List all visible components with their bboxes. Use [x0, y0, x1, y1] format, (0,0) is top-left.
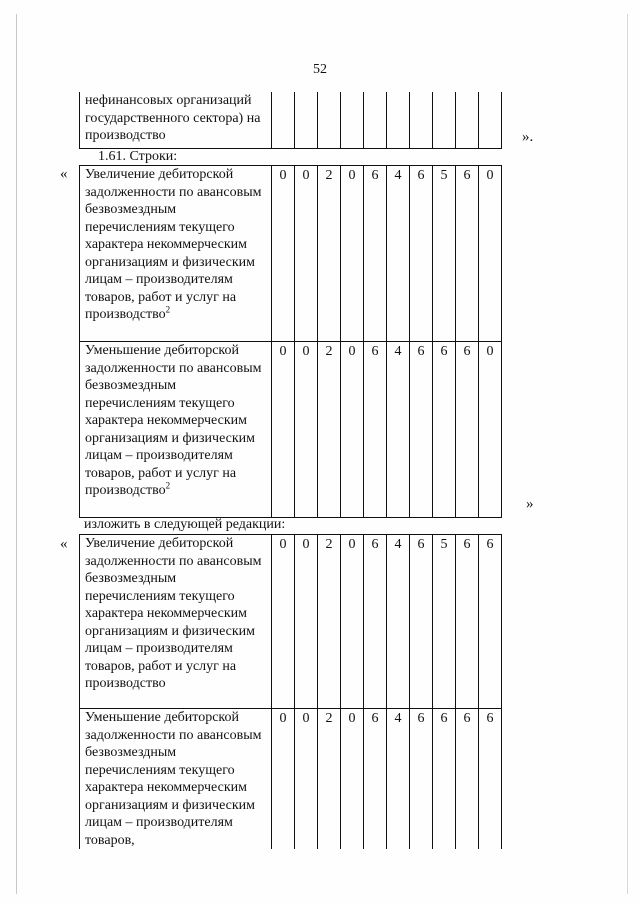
closing-quote: »: [526, 496, 534, 512]
code-cell: [387, 92, 410, 148]
code-cell: [272, 92, 295, 148]
closing-quote-period: ».: [522, 129, 534, 145]
code-cell: [364, 92, 387, 148]
code-cell: 0: [341, 342, 364, 518]
code-cell: [456, 92, 479, 148]
code-cell: 6: [456, 709, 479, 850]
code-cell: 4: [387, 342, 410, 518]
code-cell: [433, 92, 456, 148]
code-cell: 5: [433, 166, 456, 342]
code-cell: 0: [341, 166, 364, 342]
code-cell: 0: [341, 709, 364, 850]
code-cell: 6: [479, 535, 502, 709]
row-name: Увеличение дебиторской задолженности по авансовым безвозмездным перечислениям текущего характера некоммерческим организациям и физическим лицам – производителям товаров, работ и услуг на производство: [80, 535, 272, 709]
code-cell: [295, 92, 318, 148]
table-row: [80, 166, 502, 342]
code-cell: [479, 92, 502, 148]
opening-quote: «: [60, 536, 68, 552]
row-name: Увеличение дебиторской задолженности по авансовым безвозмездным перечислениям текущего характера некоммерческим организациям и физическим лицам – производителям товаров, работ и услуг на производство$^2$: [80, 166, 272, 342]
row-name: Уменьшение дебиторской задолженности по авансовым безвозмездным перечислениям текущего характера некоммерческим организациям и физическим лицам – производителям товаров,: [80, 709, 272, 850]
table-row: [80, 342, 502, 518]
code-cell: 6: [410, 342, 433, 518]
new-rows-table: [79, 534, 502, 849]
code-cell: [341, 92, 364, 148]
code-cell: 6: [364, 709, 387, 850]
code-cell: 0: [272, 342, 295, 518]
code-cell: 2: [318, 535, 341, 709]
code-cell: 5: [433, 535, 456, 709]
code-cell: 6: [433, 342, 456, 518]
row-name: нефинансовых организаций государственного сектора) на производство: [80, 92, 272, 148]
fragment-table: [79, 92, 502, 149]
code-cell: 0: [295, 166, 318, 342]
code-cell: 0: [272, 535, 295, 709]
old-rows-table: [79, 165, 502, 518]
code-cell: 2: [318, 166, 341, 342]
code-cell: 2: [318, 342, 341, 518]
row-name: Уменьшение дебиторской задолженности по авансовым безвозмездным перечислениям текущего характера некоммерческим организациям и физическим лицам – производителям товаров, работ и услуг на производство$^2$: [80, 342, 272, 518]
code-cell: 6: [479, 709, 502, 850]
code-cell: 0: [295, 709, 318, 850]
code-cell: 6: [456, 342, 479, 518]
code-cell: 0: [272, 166, 295, 342]
table-row: [80, 709, 502, 850]
code-cell: [318, 92, 341, 148]
code-cell: 4: [387, 709, 410, 850]
code-cell: 6: [433, 709, 456, 850]
code-cell: 6: [410, 166, 433, 342]
code-cell: 0: [479, 166, 502, 342]
code-cell: 2: [318, 709, 341, 850]
opening-quote: «: [60, 166, 68, 182]
replace-instruction: изложить в следующей редакции:: [84, 517, 286, 532]
code-cell: 0: [295, 535, 318, 709]
footnote-mark: 2: [165, 304, 171, 315]
code-cell: 0: [479, 342, 502, 518]
footnote-mark: 2: [165, 480, 171, 491]
code-cell: 4: [387, 535, 410, 709]
code-cell: 6: [456, 166, 479, 342]
code-cell: [410, 92, 433, 148]
code-cell: 6: [364, 535, 387, 709]
code-cell: 4: [387, 166, 410, 342]
code-cell: 6: [364, 342, 387, 518]
code-cell: 0: [272, 709, 295, 850]
code-cell: 6: [410, 709, 433, 850]
code-cell: 6: [410, 535, 433, 709]
page-number: 52: [313, 62, 327, 77]
code-cell: 0: [295, 342, 318, 518]
code-cell: 6: [364, 166, 387, 342]
code-cell: 0: [341, 535, 364, 709]
table-row: [80, 92, 502, 148]
code-cell: 6: [456, 535, 479, 709]
section-heading: 1.61. Строки:: [98, 149, 178, 164]
table-row: [80, 535, 502, 709]
